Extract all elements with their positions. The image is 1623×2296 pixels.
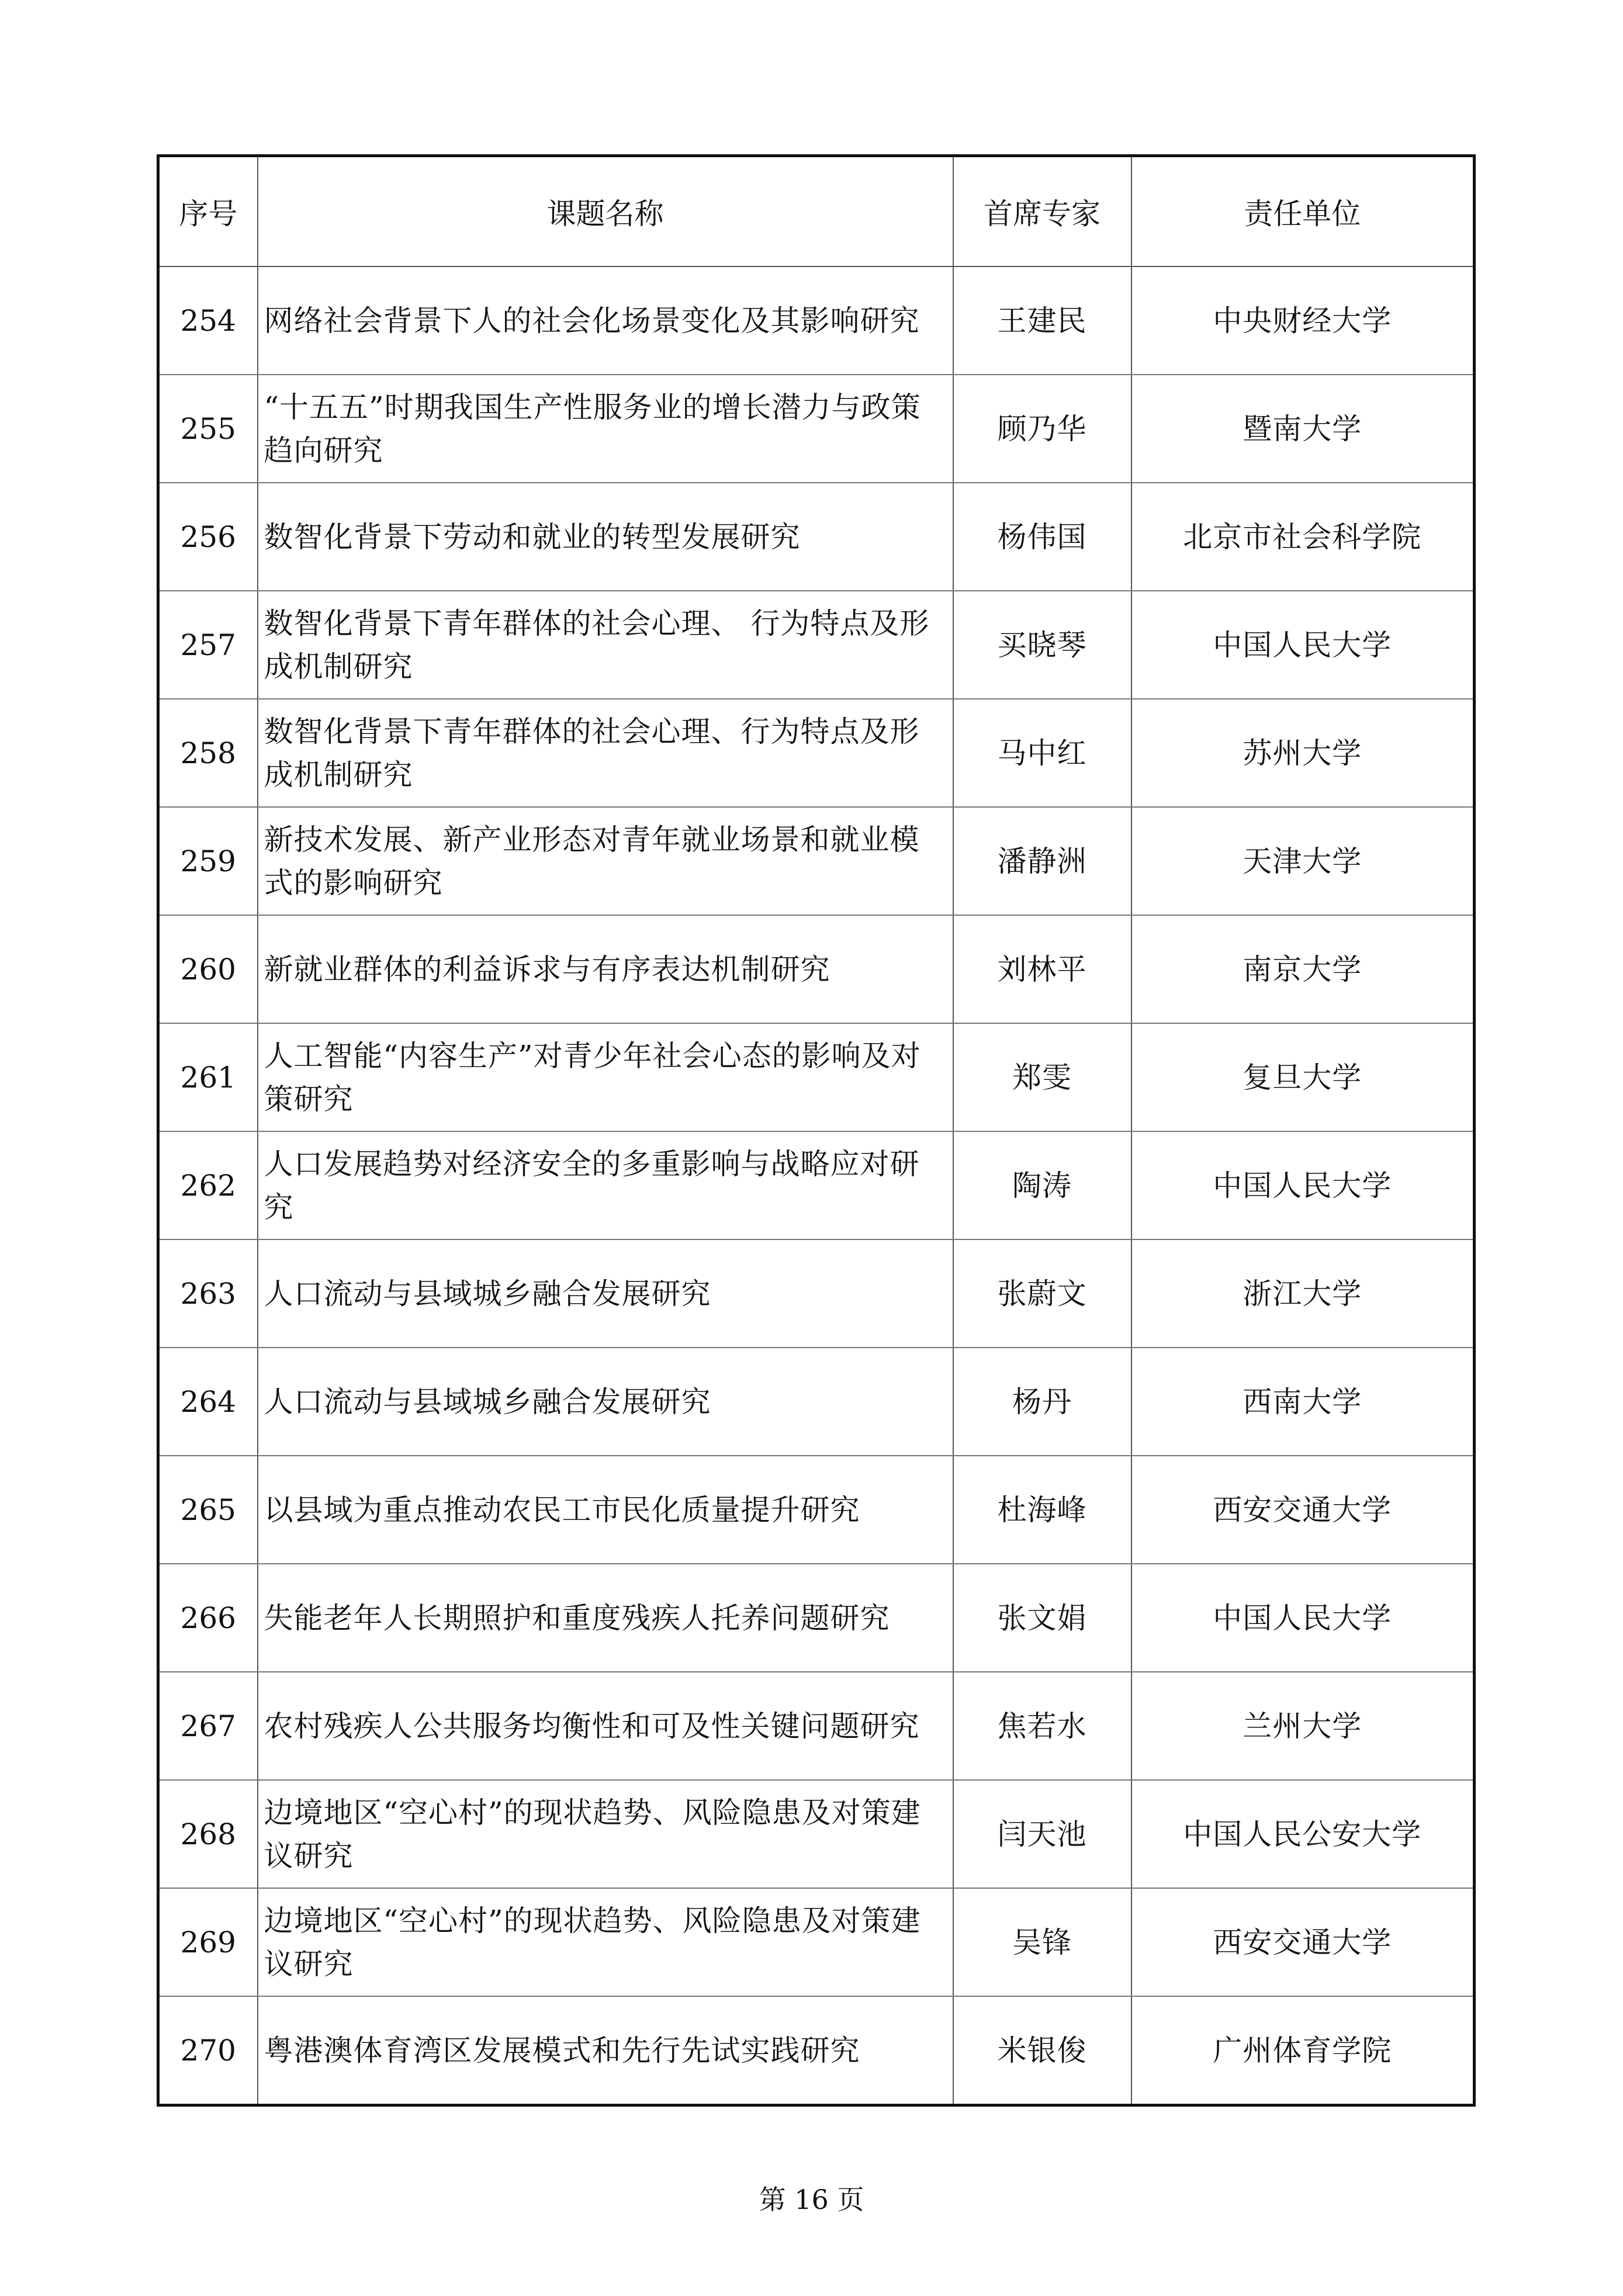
row-index: 257 <box>158 591 258 699</box>
header-index: 序号 <box>158 156 258 267</box>
row-expert: 吴锋 <box>953 1888 1131 1996</box>
row-expert: 杨丹 <box>953 1348 1131 1456</box>
row-expert: 张蔚文 <box>953 1239 1131 1348</box>
row-expert: 马中红 <box>953 699 1131 807</box>
table-row <box>158 1131 1475 1239</box>
row-index: 265 <box>158 1456 258 1564</box>
table-row <box>158 591 1475 699</box>
row-title: 新就业群体的利益诉求与有序表达机制研究 <box>258 915 953 1023</box>
table-row <box>158 1023 1475 1131</box>
table-row <box>158 1348 1475 1456</box>
row-unit: 北京市社会科学院 <box>1131 483 1475 591</box>
header-expert: 首席专家 <box>953 156 1131 267</box>
row-index: 270 <box>158 1996 258 2105</box>
row-title: 粤港澳体育湾区发展模式和先行先试实践研究 <box>258 1996 953 2105</box>
table-row <box>158 1888 1475 1996</box>
page-number: 第 16 页 <box>759 2184 864 2215</box>
row-index: 260 <box>158 915 258 1023</box>
row-index: 258 <box>158 699 258 807</box>
row-title: 人口流动与县域城乡融合发展研究 <box>258 1348 953 1456</box>
table-row <box>158 1996 1475 2105</box>
row-index: 267 <box>158 1672 258 1780</box>
row-index: 264 <box>158 1348 258 1456</box>
row-title: 新技术发展、新产业形态对青年就业场景和就业模式的影响研究 <box>258 807 953 915</box>
header-title: 课题名称 <box>258 156 953 267</box>
row-title: 数智化背景下劳动和就业的转型发展研究 <box>258 483 953 591</box>
row-expert: 焦若水 <box>953 1672 1131 1780</box>
row-expert: 郑雯 <box>953 1023 1131 1131</box>
row-title: 人口发展趋势对经济安全的多重影响与战略应对研究 <box>258 1131 953 1239</box>
row-title: 人口流动与县域城乡融合发展研究 <box>258 1239 953 1348</box>
row-unit: 中央财经大学 <box>1131 266 1475 375</box>
row-title: 网络社会背景下人的社会化场景变化及其影响研究 <box>258 266 953 375</box>
row-index: 261 <box>158 1023 258 1131</box>
row-unit: 西安交通大学 <box>1131 1456 1475 1564</box>
table-row <box>158 915 1475 1023</box>
table-row <box>158 1564 1475 1672</box>
row-index: 254 <box>158 266 258 375</box>
row-title: 农村残疾人公共服务均衡性和可及性关键问题研究 <box>258 1672 953 1780</box>
row-expert: 潘静洲 <box>953 807 1131 915</box>
project-table <box>157 154 1476 2107</box>
row-title: 边境地区“空心村”的现状趋势、风险隐患及对策建议研究 <box>258 1888 953 1996</box>
row-unit: 暨南大学 <box>1131 375 1475 483</box>
row-unit: 南京大学 <box>1131 915 1475 1023</box>
row-expert: 刘林平 <box>953 915 1131 1023</box>
row-index: 255 <box>158 375 258 483</box>
table-row <box>158 1672 1475 1780</box>
row-index: 262 <box>158 1131 258 1239</box>
row-index: 256 <box>158 483 258 591</box>
row-unit: 西南大学 <box>1131 1348 1475 1456</box>
table-row <box>158 1780 1475 1888</box>
row-unit: 中国人民公安大学 <box>1131 1780 1475 1888</box>
row-expert: 闫天池 <box>953 1780 1131 1888</box>
row-index: 266 <box>158 1564 258 1672</box>
row-expert: 张文娟 <box>953 1564 1131 1672</box>
row-unit: 广州体育学院 <box>1131 1996 1475 2105</box>
row-unit: 兰州大学 <box>1131 1672 1475 1780</box>
table-row <box>158 807 1475 915</box>
row-unit: 苏州大学 <box>1131 699 1475 807</box>
row-unit: 西安交通大学 <box>1131 1888 1475 1996</box>
row-title: 边境地区“空心村”的现状趋势、风险隐患及对策建议研究 <box>258 1780 953 1888</box>
row-unit: 复旦大学 <box>1131 1023 1475 1131</box>
row-title: 人工智能“内容生产”对青少年社会心态的影响及对策研究 <box>258 1023 953 1131</box>
table-row <box>158 1456 1475 1564</box>
row-title: 以县域为重点推动农民工市民化质量提升研究 <box>258 1456 953 1564</box>
table-row <box>158 375 1475 483</box>
row-title: “十五五”时期我国生产性服务业的增长潜力与政策趋向研究 <box>258 375 953 483</box>
row-expert: 米银俊 <box>953 1996 1131 2105</box>
row-title: 数智化背景下青年群体的社会心理、行为特点及形成机制研究 <box>258 699 953 807</box>
row-unit: 中国人民大学 <box>1131 591 1475 699</box>
table-row <box>158 483 1475 591</box>
table-header-row <box>158 156 1475 267</box>
row-expert: 杜海峰 <box>953 1456 1131 1564</box>
row-index: 263 <box>158 1239 258 1348</box>
row-unit: 中国人民大学 <box>1131 1564 1475 1672</box>
row-expert: 陶涛 <box>953 1131 1131 1239</box>
row-expert: 买晓琴 <box>953 591 1131 699</box>
row-expert: 王建民 <box>953 266 1131 375</box>
header-unit: 责任单位 <box>1131 156 1475 267</box>
table-row <box>158 1239 1475 1348</box>
row-unit: 浙江大学 <box>1131 1239 1475 1348</box>
row-unit: 中国人民大学 <box>1131 1131 1475 1239</box>
row-title: 数智化背景下青年群体的社会心理、 行为特点及形成机制研究 <box>258 591 953 699</box>
table-row <box>158 266 1475 375</box>
row-expert: 杨伟国 <box>953 483 1131 591</box>
row-index: 269 <box>158 1888 258 1996</box>
row-expert: 顾乃华 <box>953 375 1131 483</box>
table-row <box>158 699 1475 807</box>
row-index: 268 <box>158 1780 258 1888</box>
row-unit: 天津大学 <box>1131 807 1475 915</box>
row-index: 259 <box>158 807 258 915</box>
row-title: 失能老年人长期照护和重度残疾人托养问题研究 <box>258 1564 953 1672</box>
